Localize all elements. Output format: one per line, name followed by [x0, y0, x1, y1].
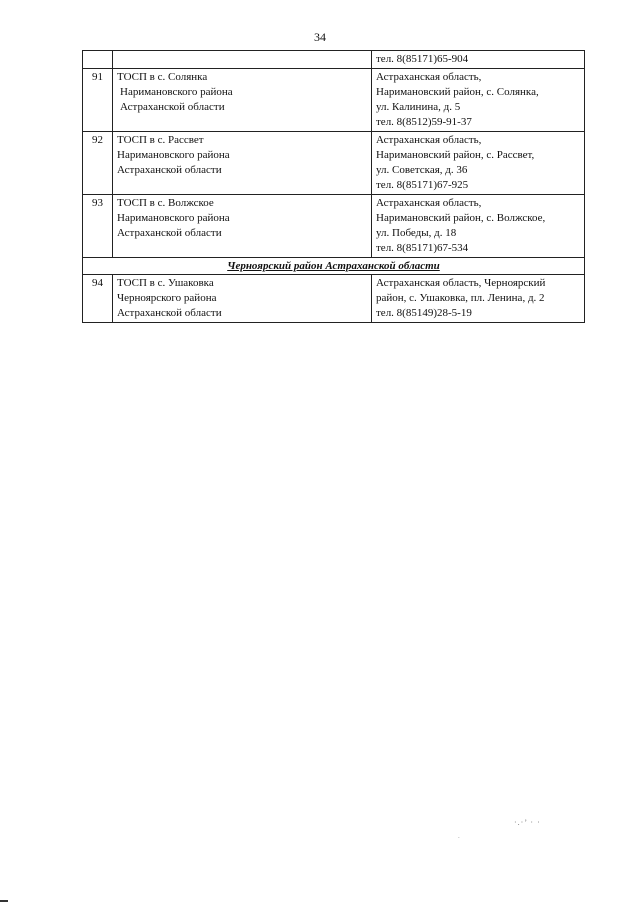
address-line: ул. Победы, д. 18 — [376, 227, 457, 239]
name-line: ТОСП в с. Солянка — [117, 71, 208, 83]
row-address-cell — [372, 195, 585, 258]
address-line: Наримановский район, с. Солянка, — [376, 86, 539, 98]
address-line: тел. 8(8512)59-91-37 — [376, 116, 472, 128]
table-row — [83, 132, 585, 195]
row-number-cell — [83, 51, 113, 69]
name-line: Наримановского района — [117, 149, 230, 161]
row-address-cell — [372, 275, 585, 323]
address-line: Астраханская область, — [376, 71, 482, 83]
scan-speck: . — [458, 832, 460, 840]
address-line: Наримановский район, с. Волжское, — [376, 212, 546, 224]
address-line: тел. 8(85149)28-5-19 — [376, 307, 472, 319]
name-line: ТОСП в с. Рассвет — [117, 134, 204, 146]
page-number: 34 — [314, 30, 326, 44]
address-line: тел. 8(85171)65-904 — [376, 53, 469, 65]
row-number-cell: 93 — [83, 195, 113, 258]
address-line: район, с. Ушаковка, пл. Ленина, д. 2 — [376, 292, 545, 304]
naimanovsky-rows — [83, 69, 585, 258]
name-line: Астраханской области — [117, 164, 222, 176]
table-row — [83, 195, 585, 258]
address-line: тел. 8(85171)67-925 — [376, 179, 469, 191]
name-line: Астраханской области — [120, 101, 225, 113]
name-line: Астраханской области — [117, 227, 222, 239]
table-row — [83, 69, 585, 132]
row-address-cell — [372, 51, 585, 69]
row-name-cell — [113, 51, 372, 69]
address-line: Наримановский район, с. Рассвет, — [376, 149, 535, 161]
chernoyarsky-rows — [83, 275, 585, 323]
registry-table-body — [83, 51, 585, 69]
address-line: Астраханская область, — [376, 197, 482, 209]
row-address-cell — [372, 132, 585, 195]
table-row-section — [83, 258, 585, 275]
name-line: ТОСП в с. Ушаковка — [117, 277, 214, 289]
address-line: тел. 8(85171)67-534 — [376, 242, 469, 254]
name-line: Астраханской области — [117, 307, 222, 319]
address-line: Астраханская область, Черноярский — [376, 277, 546, 289]
table-row — [83, 275, 585, 323]
row-name-cell — [113, 69, 372, 132]
name-line: ТОСП в с. Волжское — [117, 197, 214, 209]
row-name-cell — [113, 275, 372, 323]
registry-table — [82, 50, 585, 323]
name-line: Черноярского района — [117, 292, 217, 304]
row-address-cell — [372, 69, 585, 132]
scan-specks: ·.·’ · · — [514, 818, 541, 827]
scan-edge-mark — [0, 900, 8, 902]
section-heading-body — [83, 258, 585, 275]
table-row-continuation — [83, 51, 585, 69]
address-line: ул. Калинина, д. 5 — [376, 101, 461, 113]
row-number-cell: 92 — [83, 132, 113, 195]
row-number-cell: 94 — [83, 275, 113, 323]
row-name-cell — [113, 195, 372, 258]
name-line: Наримановского района — [117, 212, 230, 224]
address-line: Астраханская область, — [376, 134, 482, 146]
section-heading: Черноярский район Астраханской области — [83, 258, 585, 275]
row-number-cell: 91 — [83, 69, 113, 132]
row-name-cell — [113, 132, 372, 195]
address-line: ул. Советская, д. 36 — [376, 164, 468, 176]
name-line: Наримановского района — [120, 86, 233, 98]
